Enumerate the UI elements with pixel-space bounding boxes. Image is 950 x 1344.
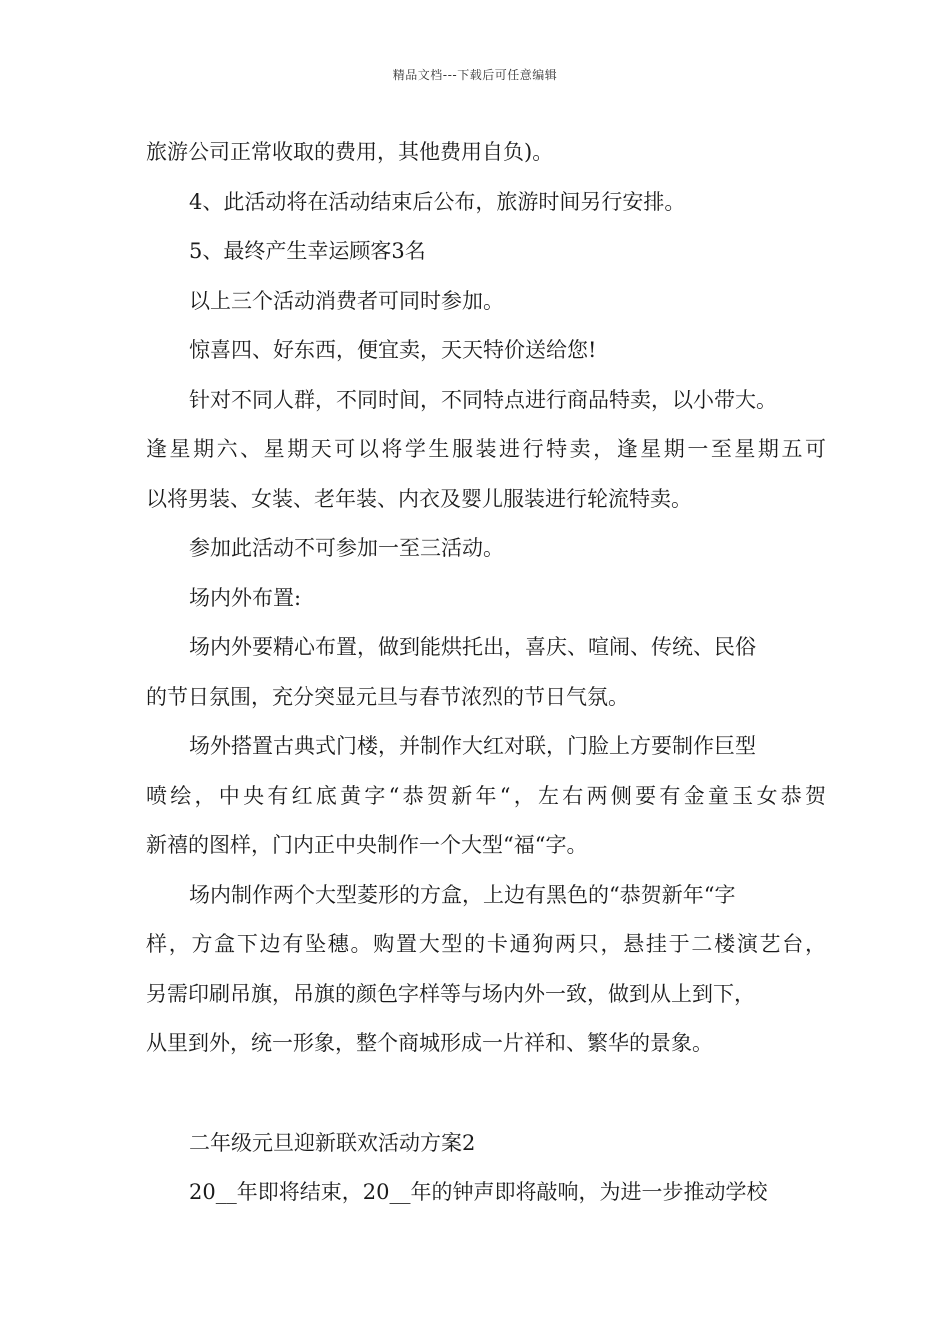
paragraph-line: 参加此活动不可参加一至三活动。 (189, 536, 504, 560)
section-gap (146, 1069, 826, 1119)
paragraph-line: 4、此活动将在活动结束后公布，旅游时间另行安排。 (189, 189, 686, 214)
paragraph-line: 针对不同人群，不同时间，不同特点进行商品特卖，以小带大。 (189, 387, 777, 412)
paragraph-line: 旅游公司正常收取的费用，其他费用自负)。 (146, 140, 554, 164)
paragraph-line: 的节日氛围，充分突显元旦与春节浓烈的节日气氛。 (146, 684, 629, 709)
paragraph-line: 场内制作两个大型菱形的方盒，上边有黑色的“恭贺新年“字 (189, 882, 736, 907)
section-heading: 场内外布置: (189, 585, 302, 610)
paragraph-line: 逢星期六、星期天可以将学生服装进行特卖，逢星期一至星期五可 (146, 437, 826, 461)
paragraph-line: 新禧的图样，门内正中央制作一个大型“福“字。 (146, 833, 588, 857)
paragraph-line: 惊喜四、好东西，便宜卖，天天特价送给您! (189, 338, 597, 362)
section-title: 二年级元旦迎新联欢活动方案2 (189, 1130, 476, 1155)
page-header: 精品文档---下载后可任意编辑 (392, 68, 558, 82)
paragraph-line: 场内外要精心布置，做到能烘托出，喜庆、喧闹、传统、民俗 (189, 635, 756, 659)
paragraph-line: 从里到外，统一形象，整个商城形成一片祥和、繁华的景象。 (146, 1031, 713, 1055)
paragraph-line: 另需印刷吊旗，吊旗的颜色字样等与场内外一致，做到从上到下， (146, 981, 755, 1006)
paragraph-line: 样，方盒下边有坠穗。购置大型的卡通狗两只，悬挂于二楼演艺台， (146, 932, 826, 956)
paragraph-line: 场外搭置古典式门楼，并制作大红对联，门脸上方要制作巨型 (189, 734, 756, 758)
paragraph-line: 20__年即将结束，20__年的钟声即将敲响，为进一步推动学校 (189, 1180, 768, 1204)
paragraph-line: 5、最终产生幸运顾客3名 (189, 239, 426, 263)
document-body (146, 128, 826, 1218)
paragraph-line: 以将男装、女装、老年装、内衣及婴儿服装进行轮流特卖。 (146, 486, 692, 511)
paragraph-line: 喷绘，中央有红底黄字“恭贺新年“，左右两侧要有金童玉女恭贺 (146, 783, 826, 808)
paragraph-line: 以上三个活动消费者可同时参加。 (189, 288, 504, 313)
